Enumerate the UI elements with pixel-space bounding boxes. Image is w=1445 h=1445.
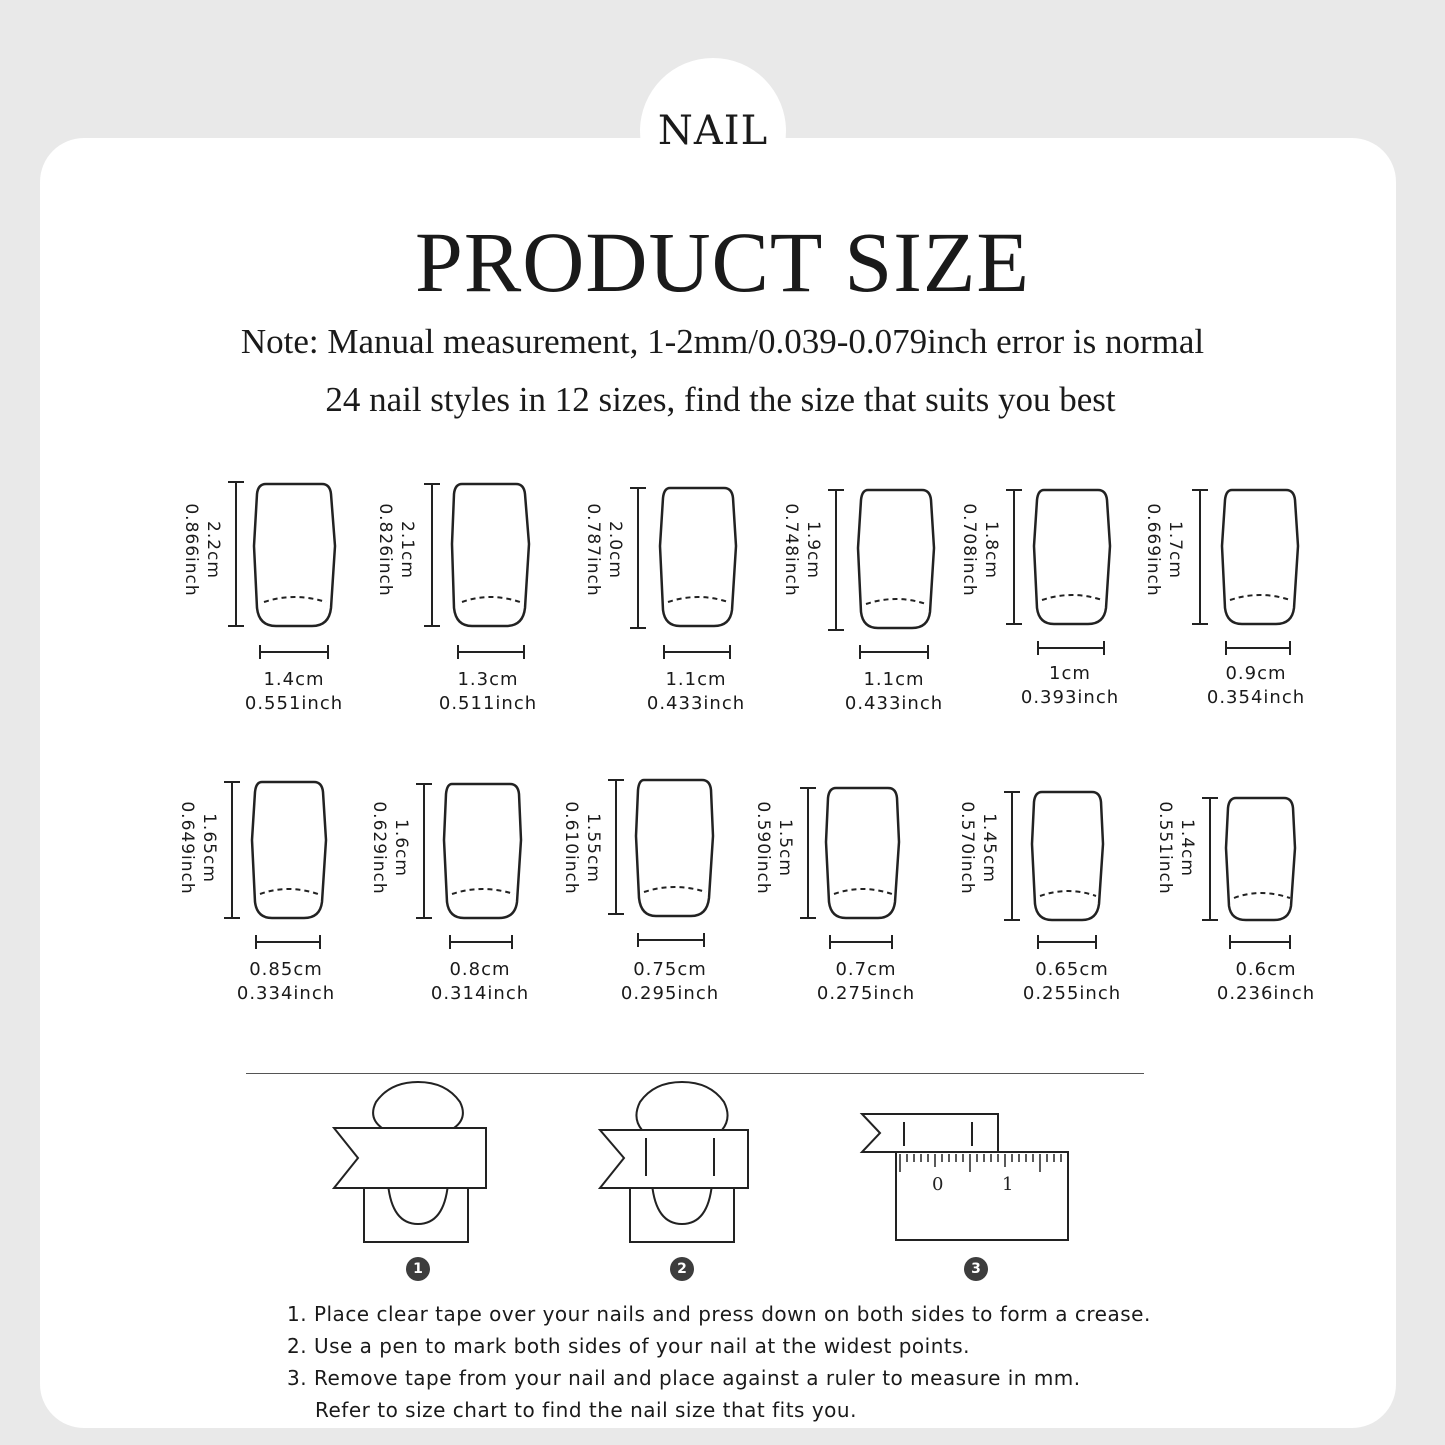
nail-size-11 [957, 778, 1166, 1038]
nail-height-cm: 1.7cm [1165, 521, 1185, 579]
nail-width-inch: 0.314inch [430, 983, 530, 1004]
nail-height-cm: 1.6cm [391, 819, 411, 877]
nail-size-10 [753, 778, 962, 1038]
nail-width-cm: 1cm [1049, 663, 1091, 684]
instruction-step-3: 3. Remove tape from your nail and place against a ruler to measure in mm. [287, 1366, 1081, 1390]
nail-width-cm: 0.65cm [1035, 959, 1109, 980]
tape-over-nail-icon [320, 1078, 500, 1248]
step-number-1: 1 [406, 1257, 430, 1281]
nail-height-inch: 0.826inch [375, 503, 395, 597]
nail-width-cm: 1.1cm [863, 669, 925, 690]
nail-width-inch: 0.334inch [236, 983, 336, 1004]
nail-height-cm: 2.2cm [203, 521, 223, 579]
nail-height-inch: 0.787inch [583, 503, 603, 597]
nail-width-inch: 0.511inch [438, 693, 538, 714]
step-number-2: 2 [670, 1257, 694, 1281]
nail-width-inch: 0.433inch [646, 693, 746, 714]
nail-size-3 [583, 480, 792, 740]
nail-height-cm: 2.1cm [397, 521, 417, 579]
nail-width-cm: 0.9cm [1225, 663, 1287, 684]
mark-nail-edges-icon [586, 1078, 766, 1248]
nail-width-cm: 0.7cm [835, 959, 897, 980]
nail-height-cm: 1.65cm [199, 813, 219, 883]
nail-size-5 [959, 480, 1168, 740]
ruler-label-zero: 0 [932, 1174, 944, 1195]
nail-size-7 [177, 778, 386, 1038]
ruler-measure-icon [856, 1108, 1076, 1248]
nail-height-inch: 0.669inch [1143, 503, 1163, 597]
ruler-label-one: 1 [1002, 1174, 1014, 1195]
nail-width-inch: 0.433inch [844, 693, 944, 714]
nail-height-inch: 0.590inch [753, 801, 773, 895]
nail-height-inch: 0.649inch [177, 801, 197, 895]
instruction-step-1: 1. Place clear tape over your nails and press down on both sides to form a crease. [287, 1302, 1151, 1326]
nail-width-inch: 0.354inch [1206, 687, 1306, 708]
nail-height-inch: 0.551inch [1155, 801, 1175, 895]
instruction-step-2: 2. Use a pen to mark both sides of your nail at the widest points. [287, 1334, 971, 1358]
nail-size-2 [375, 480, 584, 740]
nail-size-6 [1143, 480, 1352, 740]
nail-height-cm: 2.0cm [605, 521, 625, 579]
nail-badge: NAIL [640, 58, 786, 204]
nail-height-inch: 0.610inch [561, 801, 581, 895]
nail-height-inch: 0.570inch [957, 801, 977, 895]
nail-height-inch: 0.708inch [959, 503, 979, 597]
nail-height-cm: 1.9cm [803, 521, 823, 579]
nail-height-cm: 1.5cm [775, 819, 795, 877]
nail-size-1 [181, 480, 390, 740]
nail-height-cm: 1.4cm [1177, 819, 1197, 877]
nail-width-inch: 0.393inch [1020, 687, 1120, 708]
nail-width-cm: 0.75cm [633, 959, 707, 980]
nail-height-cm: 1.8cm [981, 521, 1001, 579]
nail-width-cm: 0.8cm [449, 959, 511, 980]
nail-height-cm: 1.55cm [583, 813, 603, 883]
nail-width-cm: 0.6cm [1235, 959, 1297, 980]
nail-width-inch: 0.295inch [620, 983, 720, 1004]
nail-height-inch: 0.629inch [369, 801, 389, 895]
page-title: PRODUCT SIZE [415, 214, 1030, 310]
nail-width-inch: 0.275inch [816, 983, 916, 1004]
nail-width-cm: 0.85cm [249, 959, 323, 980]
measurement-note: Note: Manual measurement, 1-2mm/0.039-0.079inch error is normal [240, 322, 1205, 361]
nail-width-inch: 0.236inch [1216, 983, 1316, 1004]
nail-width-cm: 1.1cm [665, 669, 727, 690]
step-number-3: 3 [964, 1257, 988, 1281]
nail-width-inch: 0.255inch [1022, 983, 1122, 1004]
nail-height-inch: 0.866inch [181, 503, 201, 597]
nail-height-inch: 0.748inch [781, 503, 801, 597]
nail-size-9 [561, 778, 770, 1038]
nail-size-12 [1155, 778, 1364, 1038]
styles-note: 24 nail styles in 12 sizes, find the size that suits you best [325, 380, 1116, 419]
section-divider [246, 1073, 1144, 1074]
nail-height-cm: 1.45cm [979, 813, 999, 883]
nail-width-cm: 1.4cm [263, 669, 325, 690]
nail-width-cm: 1.3cm [457, 669, 519, 690]
instruction-step-3-cont: Refer to size chart to find the nail size that fits you. [315, 1398, 857, 1422]
nail-width-inch: 0.551inch [244, 693, 344, 714]
nail-size-8 [369, 778, 578, 1038]
